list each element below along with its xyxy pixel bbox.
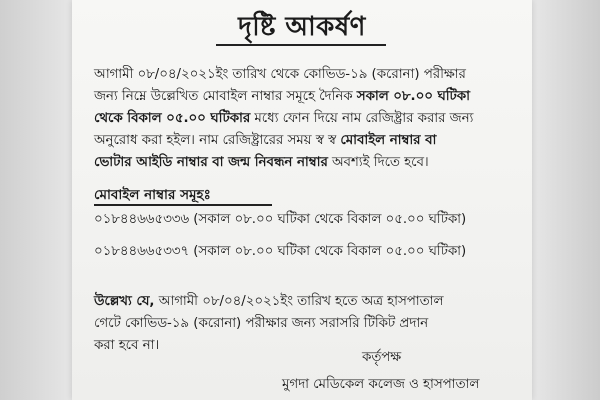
line-3-text: মধ্যে ফোন দিয়ে নাম রেজিষ্ট্রার করার জন্য: [250, 111, 474, 126]
signature-authority: কর্তৃপক্ষ: [362, 350, 402, 365]
notice-paragraph-1: [94, 64, 514, 174]
line-5-bold-text: ভোটার আইডি নাম্বার বা জন্ম নিবন্ধন নাম্বার: [94, 155, 328, 170]
paragraph-2-line-2: গেটে কোভিড-১৯ (করোনা) পরীক্ষার জন্য সরাসরি টিকিট প্রদান: [94, 316, 429, 331]
mobile-number-2: ০১৮৪৪৬৬৫৩৩৭ (সকাল ০৮.০০ ঘটিকা থেকে বিকাল ০৫.০০ ঘটিকা): [94, 244, 467, 259]
line-5-text: অবশ্যই দিতে হবে।: [327, 155, 429, 170]
notice-paragraph-2: [94, 291, 514, 357]
note-bold-text: উল্লেখ্য যে,: [94, 294, 155, 309]
paragraph-1-line-2: [94, 86, 514, 108]
title-underline: [216, 44, 386, 46]
notice-title: দৃষ্টি আকর্ষণ: [238, 12, 366, 42]
numbers-heading: মোবাইল নাম্বার সমূহঃ: [94, 187, 211, 203]
line-4-bold-text: মোবাইল নাম্বার বা: [340, 133, 437, 148]
line-2-bold-text: সকাল ০৮.০০ ঘটিকা: [356, 89, 470, 104]
paragraph-1-line-4: [94, 130, 514, 152]
paragraph-1-line-3: [94, 108, 514, 130]
mobile-number-1: ০১৮৪৪৬৬৫৩৩৬ (সকাল ০৮.০০ ঘটিকা থেকে বিকাল ০৫.০০ ঘটিকা): [94, 212, 467, 227]
signature-institution: মুগদা মেডিকেল কলেজ ও হাসপাতাল: [282, 377, 480, 392]
line-3-bold-text: থেকে বিকাল ০৫.০০ ঘটিকার: [94, 111, 251, 126]
paragraph-2-line-1: [94, 291, 514, 313]
line-4-text: অনুরোধ করা হইল। নাম রেজিষ্ট্রারের সময় স্ব স্ব: [94, 133, 341, 148]
numbers-heading-underline: [94, 204, 272, 206]
note-text: আগামী ০৮/০৪/২০২১ইং তারিখ হতে অত্র হাসপাতাল: [154, 294, 444, 309]
paragraph-1-line-1: আগামী ০৮/০৪/২০২১ইং তারিখ থেকে কোভিড-১৯ (করোনা) পরীক্ষার: [94, 67, 466, 82]
paragraph-1-line-5: [94, 152, 514, 174]
line-2-text: জন্য নিম্নে উল্লেখিত মোবাইল নাম্বার সমূহে দৈনিক: [94, 89, 357, 104]
paragraph-2-line-3: করা হবে না।: [94, 338, 160, 353]
notice-paper: [72, 0, 532, 400]
